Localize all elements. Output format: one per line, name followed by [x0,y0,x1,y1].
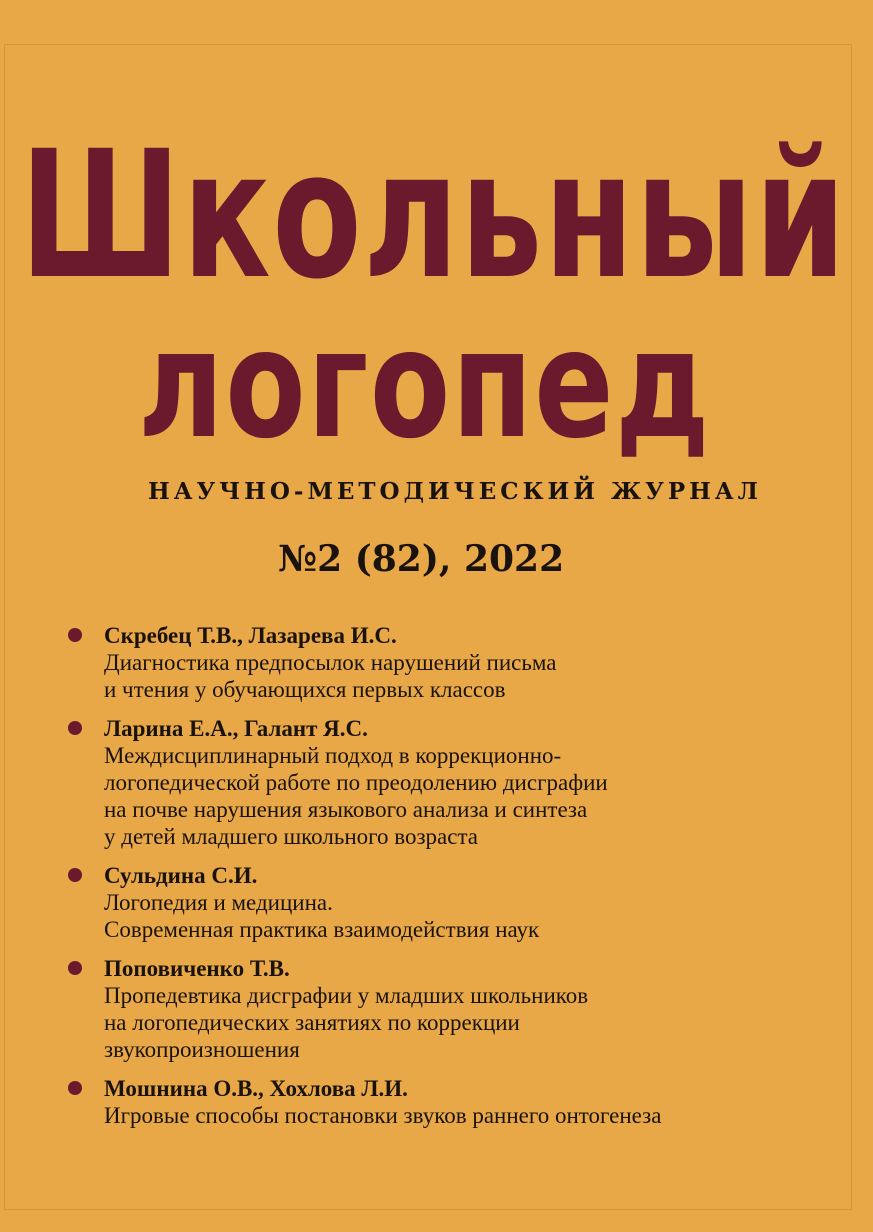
article-authors: Ларина Е.А., Галант Я.С. [104,716,368,741]
article-title-line: Современная практика взаимодействия наук [104,917,540,942]
article-title-line: Игровые способы постановки звуков раннего онтогенеза [104,1103,662,1128]
issue-number: №2 (82), 2022 [278,538,565,580]
bullet-icon [68,961,82,975]
article-item [66,622,846,703]
journal-subtitle: НАУЧНО-МЕТОДИЧЕСКИЙ ЖУРНАЛ [148,478,762,505]
article-title-line: у детей младшего школьного возраста [104,824,478,849]
article-item [66,715,846,850]
bullet-icon [68,1081,82,1095]
journal-title-line-2: логопед [138,298,712,472]
article-list [66,622,846,1141]
article-item [66,955,846,1063]
bullet-icon [68,628,82,642]
bullet-icon [68,721,82,735]
article-title-line: и чтения у обучающихся первых классов [104,677,506,702]
article-title-line: логопедической работе по преодолению дисграфии [104,770,608,795]
bullet-icon [68,868,82,882]
article-title-line: звукопроизношения [104,1037,300,1062]
article-authors: Сульдина С.И. [104,863,258,888]
article-authors: Поповиченко Т.В. [104,956,290,981]
article-item [66,862,846,943]
article-title-line: Диагностика предпосылок нарушений письма [104,650,557,675]
article-title-line: Пропедевтика дисграфии у младших школьников [104,983,589,1008]
article-title-line: на почве нарушения языкового анализа и синтеза [104,797,588,822]
journal-title-line-1: Школьный [20,113,848,318]
article-title-line: Логопедия и медицина. [104,890,333,915]
article-authors: Скребец Т.В., Лазарева И.С. [104,623,397,648]
article-item [66,1075,846,1129]
article-authors: Мошнина О.В., Хохлова Л.И. [104,1076,408,1101]
article-title-line: на логопедических занятиях по коррекции [104,1010,520,1035]
article-title-line: Междисциплинарный подход в коррекционно- [104,743,562,768]
